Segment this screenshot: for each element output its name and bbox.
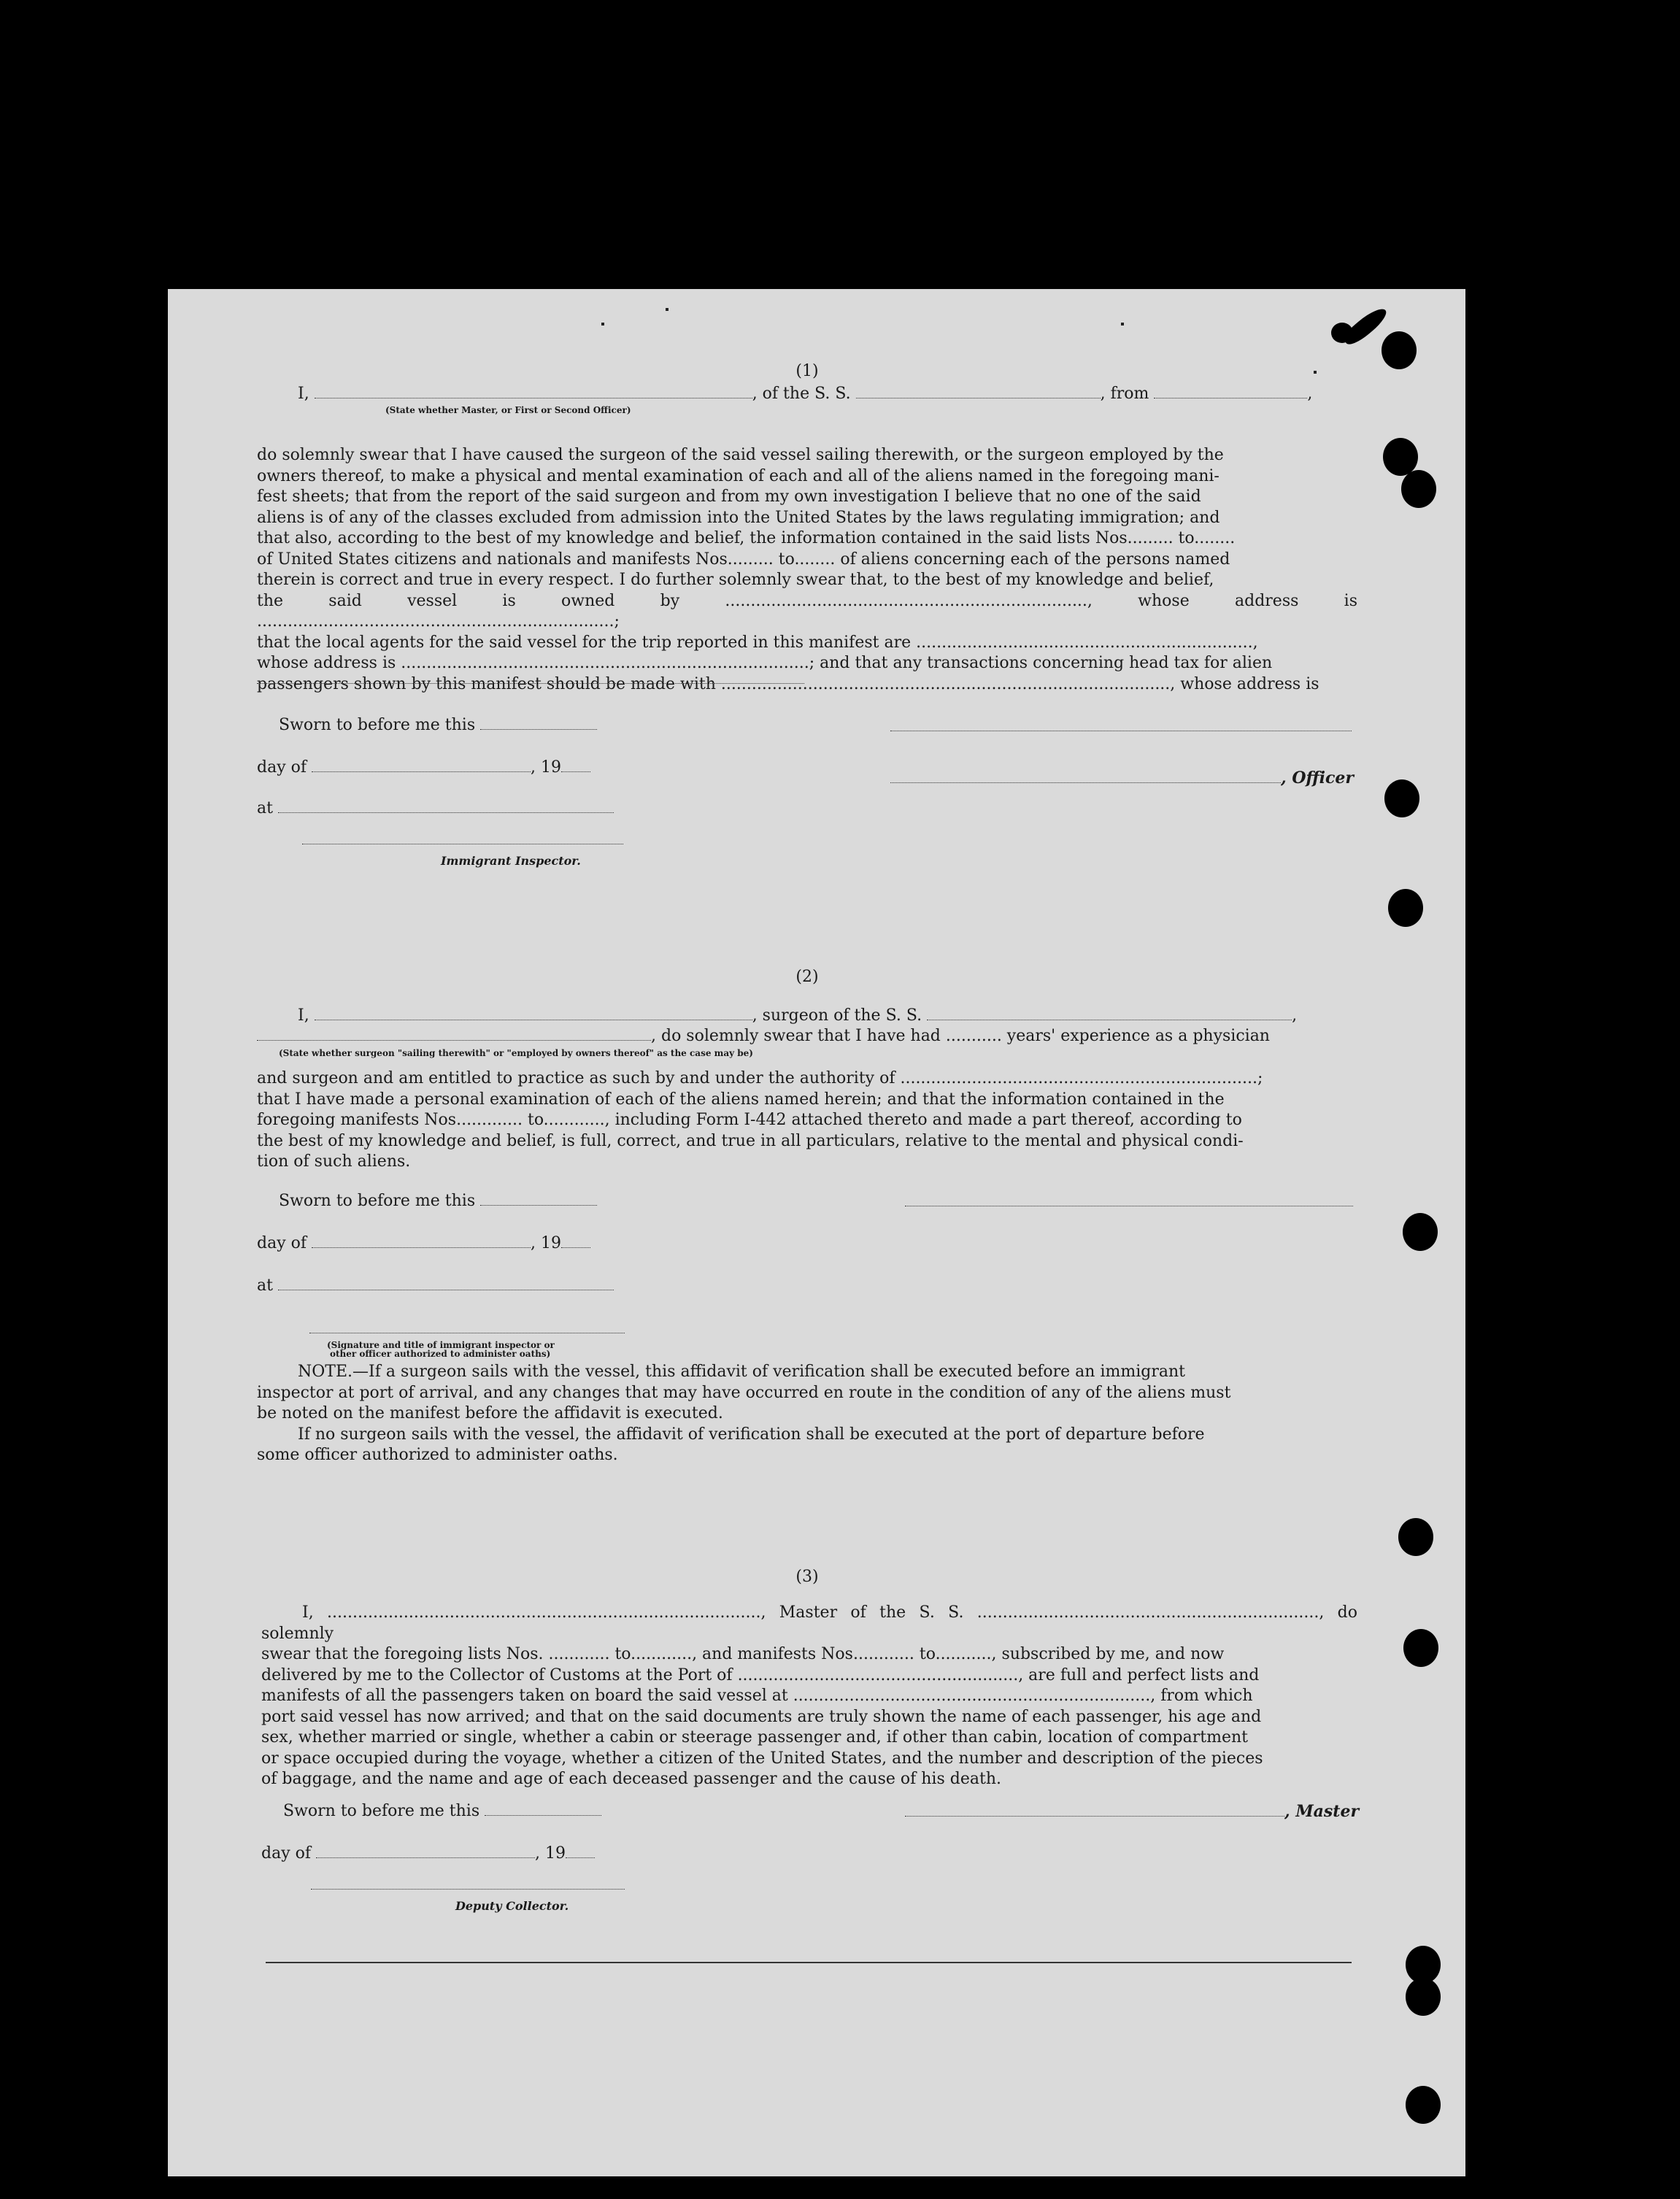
body-line: aliens is of any of the classes excluded from admission into the United States by the laws regulating immigration; and xyxy=(257,508,1220,527)
day-blank[interactable] xyxy=(312,1234,531,1248)
note-block xyxy=(257,1362,1357,1466)
signature-note: other officer authorized to administer oaths) xyxy=(330,1349,551,1359)
officer-line xyxy=(298,384,1312,404)
sworn-line xyxy=(283,1801,601,1822)
officer-title-line xyxy=(890,768,1354,789)
sworn-label: Sworn to before me this xyxy=(279,1192,476,1210)
body-line: tion of such aliens. xyxy=(257,1152,411,1171)
master-label: , Master xyxy=(1284,1802,1360,1821)
body-line: that the local agents for the said vessel for the trip reported in this manifest are .................................................................., xyxy=(257,633,1258,652)
line-text: , do solemnly swear that I have had ........... years' experience as a physician xyxy=(651,1027,1270,1045)
line-text: , xyxy=(1292,1006,1298,1025)
note-line: some officer authorized to administer oaths. xyxy=(257,1446,618,1464)
year-blank[interactable] xyxy=(561,758,590,772)
sworn-date-blank[interactable] xyxy=(480,1192,597,1206)
line-text: , xyxy=(1307,385,1313,403)
body-line: manifests of all the passengers taken on board the said vessel at ......................................................................, from which xyxy=(261,1687,1253,1705)
section-heading: (1) xyxy=(795,362,819,380)
body-line: sex, whether married or single, whether a cabin or steerage passenger and, if other than cabin, location of compartment xyxy=(261,1728,1248,1747)
closing-rule xyxy=(266,1962,1352,1963)
punch-hole xyxy=(1388,889,1423,927)
surgeon-note: (State whether surgeon "sailing therewith" or "employed by owners thereof" as the case may be) xyxy=(279,1048,753,1058)
at-blank[interactable] xyxy=(278,799,614,813)
body-line: of baggage, and the name and age of each deceased passenger and the cause of his death. xyxy=(261,1770,1001,1788)
section-1-body xyxy=(257,445,1357,695)
note-line: NOTE.—If a surgeon sails with the vessel, this affidavit of verification shall be executed before an immigrant xyxy=(298,1363,1185,1381)
year-label: , 19 xyxy=(531,1234,561,1252)
surgeon-line-2 xyxy=(257,1026,1270,1047)
sworn-label: Sworn to before me this xyxy=(283,1802,480,1820)
surgeon-name-blank[interactable] xyxy=(315,1006,752,1020)
body-line: fest sheets; that from the report of the said surgeon and from my own investigation I believe that no one of the said xyxy=(257,488,1201,506)
surgeon-line xyxy=(298,1006,1297,1026)
punch-hole xyxy=(1398,1518,1433,1556)
body-line: delivered by me to the Collector of Customs at the Port of ......................................................., are full and perfect lists and xyxy=(261,1665,1260,1684)
year-label: , 19 xyxy=(531,758,561,777)
body-line: the said vessel is owned by ......................................................................., whose address is ......................................................................; xyxy=(257,591,1357,631)
body-line: passengers shown by this manifest should be made with ........................................................................................, whose address is xyxy=(257,674,1319,693)
inspector-label: Immigrant Inspector. xyxy=(441,854,581,868)
section-3-body xyxy=(261,1603,1357,1790)
note-line: inspector at port of arrival, and any changes that may have occurred en route in the condition of any of the aliens must xyxy=(257,1383,1231,1402)
body-line: do solemnly swear that I have caused the surgeon of the said vessel sailing therewith, or the surgeon employed by the xyxy=(257,446,1224,464)
at-label: at xyxy=(257,1276,273,1295)
body-line: therein is correct and true in every respect. I do further solemnly swear that, to the best of my knowledge and belief, xyxy=(257,571,1214,589)
note-line: If no surgeon sails with the vessel, the affidavit of verification shall be executed at the port of departure before xyxy=(298,1425,1205,1444)
at-label: at xyxy=(257,799,273,817)
punch-hole xyxy=(1403,1629,1438,1667)
ink-mark xyxy=(1331,323,1353,343)
day-label: day of xyxy=(257,1234,307,1252)
day-blank[interactable] xyxy=(316,1844,535,1858)
sworn-line xyxy=(279,715,597,736)
section-heading: (2) xyxy=(795,968,819,986)
section-heading: (3) xyxy=(795,1568,819,1586)
day-of-line xyxy=(257,1233,590,1254)
year-blank[interactable] xyxy=(561,1234,590,1248)
address-blank[interactable] xyxy=(257,683,804,684)
from-port-blank[interactable] xyxy=(1154,385,1307,398)
punch-hole xyxy=(1383,438,1418,476)
ship-name-blank[interactable] xyxy=(927,1006,1292,1020)
master-signature-blank[interactable] xyxy=(905,1803,1284,1817)
line-text: I, xyxy=(298,1006,309,1025)
year-blank[interactable] xyxy=(566,1844,595,1858)
day-blank[interactable] xyxy=(312,758,531,772)
body-line: and surgeon and am entitled to practice as such by and under the authority of ......................................................................; xyxy=(257,1069,1263,1087)
at-line xyxy=(257,1276,614,1296)
line-text: , from xyxy=(1100,385,1149,403)
body-line: the best of my knowledge and belief, is full, correct, and true in all particulars, relative to the mental and physical condi- xyxy=(257,1131,1244,1150)
collector-label: Deputy Collector. xyxy=(455,1899,569,1913)
punch-hole xyxy=(1401,470,1436,508)
officer-signature-blank[interactable] xyxy=(890,769,1281,783)
punch-hole xyxy=(1406,2086,1441,2124)
body-line: port said vessel has now arrived; and that on the said documents are truly shown the name of each passenger, his age and xyxy=(261,1707,1262,1726)
sworn-date-blank[interactable] xyxy=(480,716,597,730)
master-line xyxy=(905,1801,1359,1822)
collector-signature-blank[interactable] xyxy=(311,1889,625,1890)
body-line: foregoing manifests Nos............. to............, including Form I-442 attached thereto and made a part thereof, according to xyxy=(257,1111,1242,1129)
body-line: that I have made a personal examination of each of the aliens named herein; and that the information contained in the xyxy=(257,1090,1225,1109)
body-line: of United States citizens and nationals and manifests Nos......... to........ of aliens concerning each of the persons named xyxy=(257,550,1230,569)
at-blank[interactable] xyxy=(278,1276,614,1290)
day-of-line xyxy=(261,1844,595,1864)
body-line: I, ....................................................................................., Master of the S. S. ..................................................................., do solemnly xyxy=(261,1603,1357,1643)
punch-hole xyxy=(1406,1978,1441,2016)
sworn-date-blank[interactable] xyxy=(485,1802,601,1816)
officer-label: , Officer xyxy=(1281,769,1355,787)
officer-note: (State whether Master, or First or Second Officer) xyxy=(385,405,631,415)
section-2-body xyxy=(257,1068,1357,1173)
ship-name-blank[interactable] xyxy=(856,385,1101,398)
day-of-line xyxy=(257,758,590,778)
day-label: day of xyxy=(257,758,307,777)
at-line xyxy=(257,798,614,819)
body-line: whose address is ................................................................................; and that any transactions concerning head tax for alien xyxy=(257,654,1273,672)
punch-hole xyxy=(1382,331,1417,369)
body-line: swear that the foregoing lists Nos. ............ to............, and manifests Nos............ to..........., subscribed by me, and now xyxy=(261,1645,1225,1663)
year-label: , 19 xyxy=(535,1844,566,1863)
line-text: , of the S. S. xyxy=(752,385,851,403)
note-line: be noted on the manifest before the affidavit is executed. xyxy=(257,1404,723,1422)
officer-name-blank[interactable] xyxy=(315,385,752,398)
day-label: day of xyxy=(261,1844,312,1863)
sworn-label: Sworn to before me this xyxy=(279,716,476,734)
body-line: or space occupied during the voyage, whether a citizen of the United States, and the number and description of the pieces xyxy=(261,1749,1263,1768)
punch-hole xyxy=(1403,1213,1438,1251)
body-line: that also, according to the best of my knowledge and belief, the information contained in the said lists Nos......... to........ xyxy=(257,529,1236,547)
body-line: owners thereof, to make a physical and mental examination of each and all of the aliens named in the foregoing mani- xyxy=(257,466,1219,485)
line-text: I, xyxy=(298,385,309,403)
signature-note: (Signature and title of immigrant inspector or xyxy=(327,1340,555,1350)
form-page xyxy=(168,289,1465,2176)
surgeon-status-blank[interactable] xyxy=(257,1027,651,1041)
punch-hole xyxy=(1384,779,1419,817)
line-text: , surgeon of the S. S. xyxy=(752,1006,922,1025)
sworn-line xyxy=(279,1191,597,1212)
